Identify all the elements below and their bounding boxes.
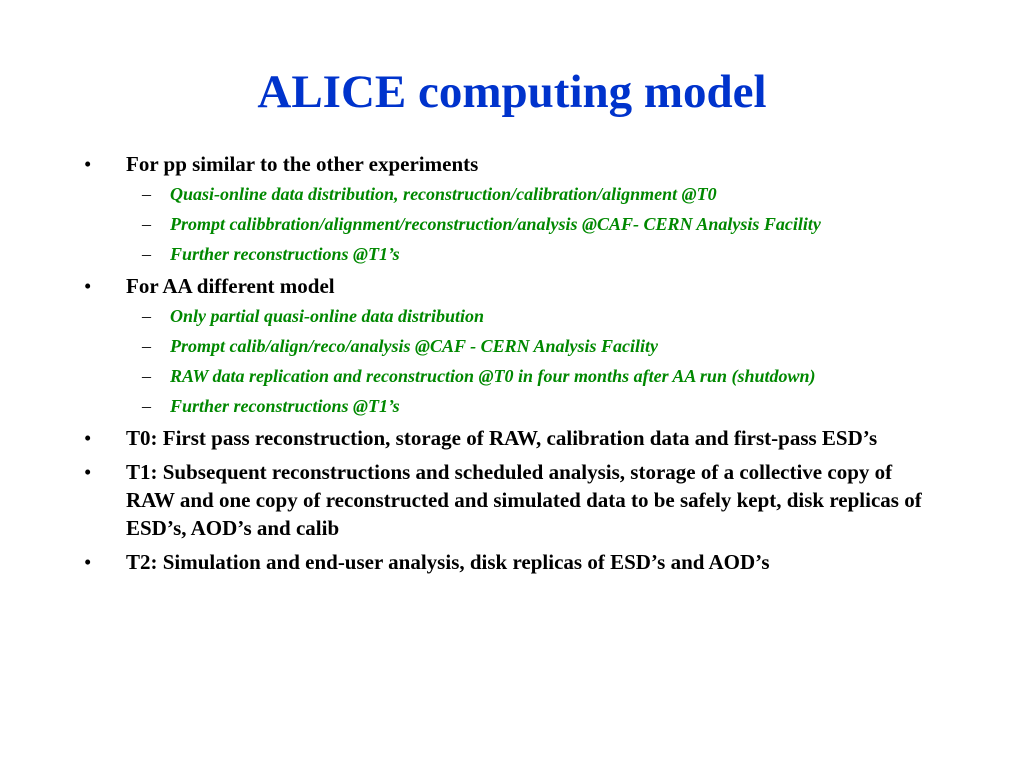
slide-content — [84, 150, 944, 576]
sub-bullet-item — [128, 242, 944, 266]
bullet-glyph: • — [84, 152, 92, 176]
sub-bullet-item — [128, 182, 944, 206]
sub-bullet-text: Further reconstructions @T1’s — [170, 244, 400, 264]
bullet-item — [84, 424, 944, 452]
bullet-item — [84, 150, 944, 178]
bullet-text: T2: Simulation and end-user analysis, disk replicas of ESD’s and AOD’s — [126, 550, 770, 574]
sub-bullet-item — [128, 304, 944, 328]
bullet-glyph: • — [84, 550, 92, 574]
bullet-text: For AA different model — [126, 274, 335, 298]
dash-glyph: – — [142, 214, 151, 234]
bullet-glyph: • — [84, 460, 92, 484]
sub-bullet-text: Quasi-online data distribution, reconstruction/calibration/alignment @T0 — [170, 184, 717, 204]
bullet-glyph: • — [84, 274, 92, 298]
sub-bullet-text: Prompt calib/align/reco/analysis @CAF - CERN Analysis Facility — [170, 336, 659, 356]
sub-bullet-text: Prompt calibbration/alignment/reconstruction/analysis @CAF- CERN Analysis Facility — [170, 214, 821, 234]
bullet-item — [84, 548, 944, 576]
dash-glyph: – — [142, 336, 151, 356]
bullet-glyph: • — [84, 426, 92, 450]
dash-glyph: – — [142, 396, 151, 416]
bullet-item — [84, 272, 944, 300]
bullet-item — [84, 458, 944, 542]
sub-bullet-text: Further reconstructions @T1’s — [170, 396, 400, 416]
sub-bullet-text: Only partial quasi-online data distribution — [170, 306, 485, 326]
bullet-text: T1: Subsequent reconstructions and scheduled analysis, storage of a collective copy of RAW and one copy of reconstructed and simulated data to be safely kept, disk replicas of ESD’s, AOD’s and calib — [126, 460, 922, 540]
sub-bullet-item — [128, 364, 944, 388]
bullet-text: For pp similar to the other experiments — [126, 152, 479, 176]
sub-bullet-text: RAW data replication and reconstruction @T0 in four months after AA run (shutdown) — [170, 366, 816, 386]
dash-glyph: – — [142, 184, 151, 204]
dash-glyph: – — [142, 244, 151, 264]
sub-bullet-item — [128, 334, 944, 358]
dash-glyph: – — [142, 306, 151, 326]
bullet-text: T0: First pass reconstruction, storage of RAW, calibration data and first-pass ESD’s — [126, 426, 878, 450]
dash-glyph: – — [142, 366, 151, 386]
sub-bullet-item — [128, 212, 944, 236]
slide-title: ALICE computing model — [257, 66, 767, 118]
sub-bullet-item — [128, 394, 944, 418]
